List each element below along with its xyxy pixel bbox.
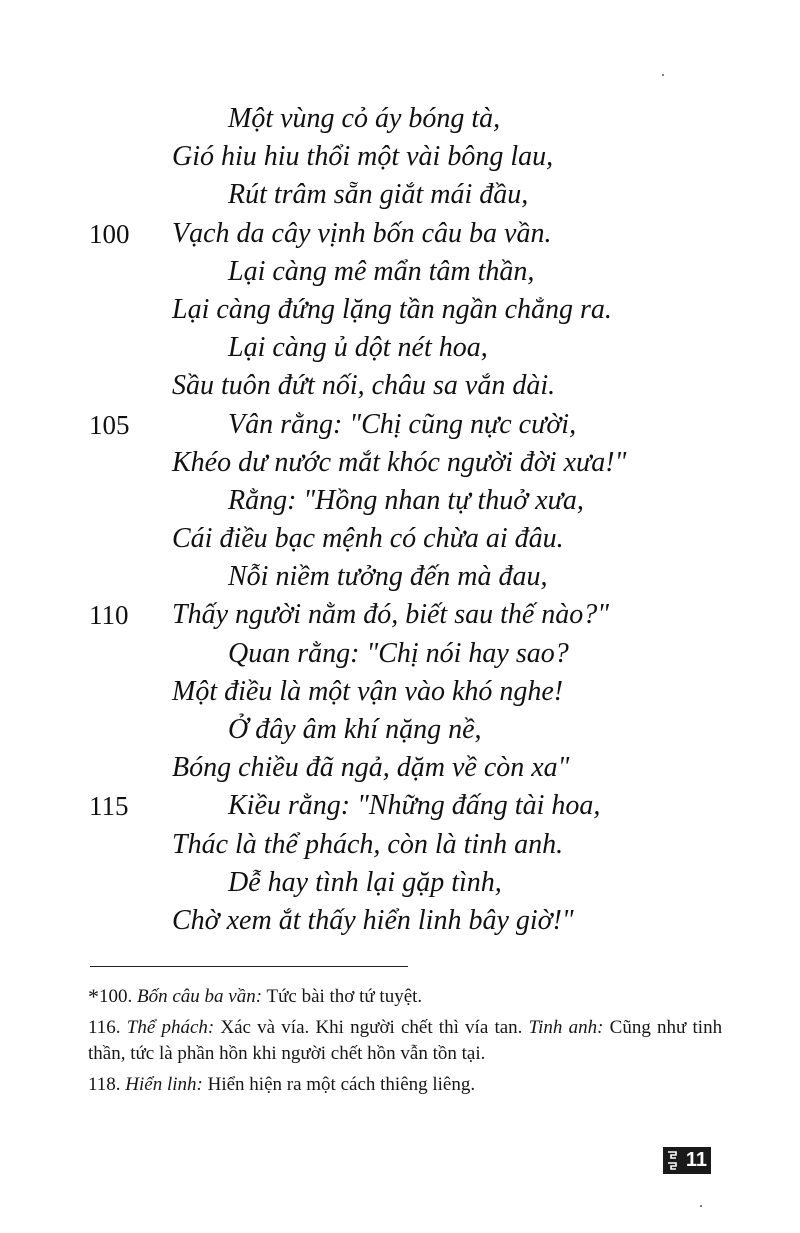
verse-text: Lại càng mê mẩn tâm thần, (228, 255, 535, 287)
asterisk-marker: * (88, 984, 99, 1009)
poem-line (0, 100, 800, 138)
footnote-number: 116. (88, 1017, 121, 1038)
verse-text: Rằng: "Hồng nhan tự thuở xưa, (228, 484, 584, 516)
verse-text: Một vùng cỏ áy bóng tà, (228, 103, 501, 134)
poem-line (0, 215, 800, 253)
footnote-body: Tức bài thơ tứ tuyệt. (266, 986, 423, 1007)
footnote-body: Hiển hiện ra một cách thiêng liêng. (207, 1074, 476, 1095)
verse-text: Quan rằng: "Chị nói hay sao? (228, 637, 569, 669)
verse-text: Kiều rằng: "Những đấng tài hoa, (228, 790, 601, 822)
verse-text: Sầu tuôn đứt nối, châu sa vắn dài. (172, 370, 556, 402)
verse-text: Lại càng ủ dột nét hoa, (228, 332, 488, 364)
verse-text: Cái điều bạc mệnh có chừa ai đâu. (172, 523, 564, 555)
poem-line (0, 367, 800, 405)
page-ornament-icon (666, 1150, 678, 1171)
poem-line (0, 406, 800, 444)
poem-line (0, 902, 800, 940)
poem-line (0, 444, 800, 482)
poem-line (0, 291, 800, 329)
footnote-term-secondary: Tinh anh: (528, 1017, 604, 1038)
poem-line (0, 329, 800, 367)
verse-text: Vân rằng: "Chị cũng nực cười, (228, 408, 577, 440)
poem-line (0, 138, 800, 176)
footnote-body: Xác và vía. Khi người chết thì vía tan. (220, 1017, 523, 1038)
footnote-number: 118. (88, 1074, 121, 1095)
line-number: 110 (89, 600, 129, 631)
verse-text: Lại càng đứng lặng tần ngần chẳng ra. (172, 293, 612, 325)
footnote-118 (88, 1072, 722, 1098)
poem-line (0, 711, 800, 749)
footnote-term: Hiển linh: (125, 1074, 203, 1095)
poem-line (0, 749, 800, 787)
line-number: 115 (89, 791, 129, 822)
poem-line (0, 826, 800, 864)
poem-line (0, 787, 800, 825)
poem-block (0, 100, 800, 940)
poem-line (0, 253, 800, 291)
poem-line (0, 176, 800, 214)
poem-line (0, 673, 800, 711)
poem-line (0, 864, 800, 902)
footnote-number: 100. (99, 986, 133, 1007)
verse-text: Rút trâm sẵn giắt mái đầu, (228, 179, 529, 211)
poem-line (0, 635, 800, 673)
verse-text: Gió hiu hiu thổi một vài bông lau, (172, 141, 554, 173)
poem-line (0, 482, 800, 520)
paper-speck (662, 74, 664, 76)
verse-text: Thác là thể phách, còn là tinh anh. (172, 828, 564, 860)
footnotes (88, 984, 722, 1103)
verse-text: Khéo dư nước mắt khóc người đời xưa!" (172, 446, 627, 478)
footnote-divider (90, 966, 408, 967)
line-number: 100 (89, 218, 130, 249)
verse-text: Vạch da cây vịnh bốn câu ba vần. (172, 217, 552, 249)
verse-text: Thấy người nằm đó, biết sau thế nào?" (172, 599, 610, 631)
footnote-term: Thể phách: (126, 1017, 215, 1038)
poem-line (0, 520, 800, 558)
line-number: 105 (89, 409, 130, 440)
verse-text: Nỗi niềm tưởng đến mà đau, (228, 561, 548, 593)
verse-text: Bóng chiều đã ngả, dặm về còn xa" (172, 752, 570, 784)
poem-line (0, 596, 800, 634)
footnote-100 (88, 984, 722, 1010)
footnote-term: Bốn câu ba vần: (137, 986, 263, 1007)
paper-speck (700, 1205, 702, 1207)
footnote-116 (88, 1015, 722, 1067)
verse-text: Ở đây âm khí nặng nề, (228, 714, 482, 745)
verse-text: Chờ xem ắt thấy hiển linh bây giờ!" (172, 904, 574, 936)
page-number: 11 (685, 1149, 707, 1171)
verse-text: Một điều là một vận vào khó nghe! (172, 675, 564, 707)
verse-text: Dễ hay tình lại gặp tình, (228, 866, 502, 898)
footnote-body-secondary: Cũng như tinh thần, tức là phần hồn khi người chết hồn vẫn tồn tại. (88, 1017, 723, 1064)
poem-line (0, 558, 800, 596)
